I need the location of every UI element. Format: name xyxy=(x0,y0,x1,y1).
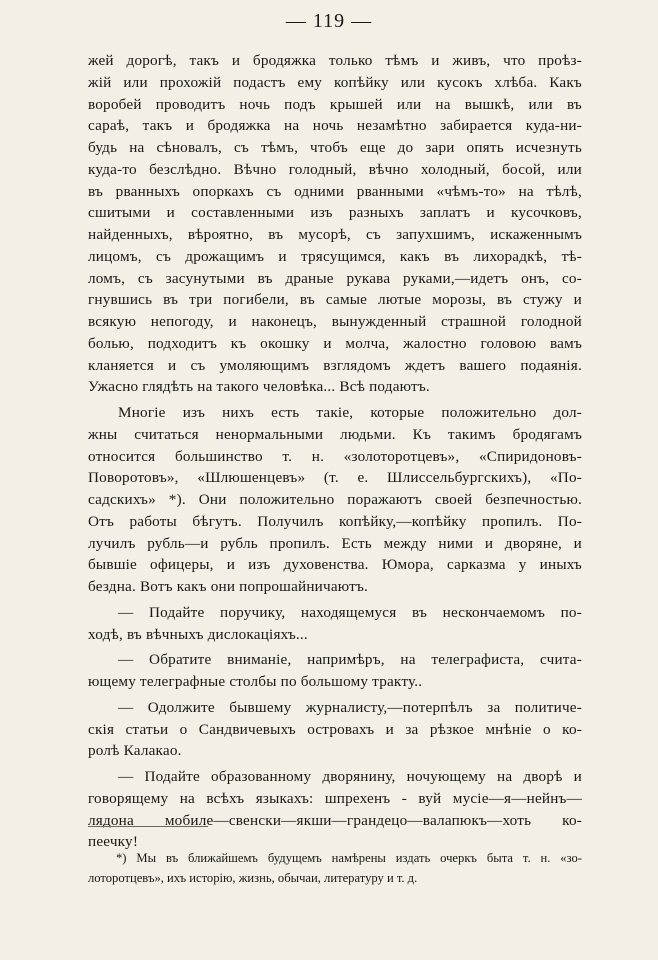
text-line: кланяется и съ умоляющимъ взглядомъ ждетъ вашего подаянія. xyxy=(88,356,582,374)
text-line: Поворотовъ», «Шлюшенцевъ» (т. е. Шлиссельбургскихъ), «По- xyxy=(88,469,582,487)
text-line: — Обратите вниманіе, напримѣръ, на телеграфиста, счита- xyxy=(118,651,582,669)
paragraph xyxy=(88,50,582,398)
text-line: бывшіе офицеры, и изъ духовенства. Юмора, сарказма у иныхъ xyxy=(88,556,582,574)
text-line: жей дорогѣ, такъ и бродяжка только тѣмъ и живъ, что проѣз- xyxy=(88,52,582,69)
text-line: садскихъ» *). Они положительно поражаютъ своей безпечностью. xyxy=(88,491,582,508)
text-line: въ рванныхъ опоркахъ съ одними рванными «чѣмъ-то» на тѣлѣ, xyxy=(88,182,582,200)
paragraph xyxy=(88,766,582,853)
text-line: найденныхъ, вѣроятно, въ мусорѣ, съ запухшимъ, искаженнымъ xyxy=(88,226,582,243)
text-line: сшитыми и составленными изъ разныхъ заплатъ и кусочковъ, xyxy=(88,204,582,222)
text-line: говорящему на всѣхъ языкахъ: шпрехенъ - вуй мусіе—я—нейнъ— xyxy=(88,789,582,807)
text-line: ходѣ, въ вѣчныхъ дислокаціяхъ... xyxy=(88,625,308,643)
footnote-divider xyxy=(88,826,208,827)
text-line: скія статьи о Сандвичевыхъ островахъ и за рѣзкое мнѣніе о ко- xyxy=(88,720,582,738)
footnote xyxy=(88,848,582,888)
body-text xyxy=(88,50,582,853)
text-line: — Подайте поручику, находящемуся въ нескончаемомъ по- xyxy=(118,603,582,621)
footnote-line: лоторотцевъ», ихъ исторію, жизнь, обычаи, литературу и т. д. xyxy=(88,871,418,885)
text-line: сараѣ, такъ и бродяжка на ночь незамѣтно забирается куда-ни- xyxy=(88,117,582,135)
text-line: лядона мобиле—свенски—якши—грандецо—валапюкъ—хоть ко- xyxy=(88,811,582,829)
text-line: всякую непогоду, и наконецъ, вынужденный страшной голодной xyxy=(88,313,582,330)
paragraph xyxy=(88,649,582,693)
text-line: ролѣ Калакао. xyxy=(88,742,182,760)
text-line: ломъ, съ засунутыми въ драные рукава руками,—идетъ онъ, со- xyxy=(88,269,582,287)
text-line: Многіе изъ нихъ есть такіе, которые положительно дол- xyxy=(118,404,582,421)
paragraph xyxy=(88,602,582,646)
paragraph xyxy=(88,697,582,762)
text-line: ющему телеграфные столбы по большому тракту.. xyxy=(88,673,423,690)
text-line: — Одолжите бывшему журналисту,—потерпѣлъ за политиче- xyxy=(118,698,582,716)
page-number: — 119 — xyxy=(285,10,373,32)
text-line: пеечку! xyxy=(88,833,139,851)
text-line: бездна. Вотъ какъ они попрошайничаютъ. xyxy=(88,578,369,595)
text-line: гнувшись въ три погибели, въ самые лютые морозы, въ стужу и xyxy=(88,291,582,309)
text-line: будь на сѣновалъ, съ тѣмъ, чтобъ еще до зари опять исчезнуть xyxy=(88,139,582,156)
text-line: жны считаться ненормальными людьми. Къ такимъ бродягамъ xyxy=(88,425,582,443)
footnote-line: *) Мы въ ближайшемъ будущемъ намѣрены издать очеркъ быта т. н. «зо- xyxy=(116,851,582,865)
paragraph xyxy=(88,402,582,598)
text-line: лицомъ, съ дрожащимъ и трясущимся, какъ въ лихорадкѣ, тѣ- xyxy=(88,247,582,265)
text-line: относится большинство т. н. «золоторотцевъ», «Спиридоновъ- xyxy=(88,447,582,465)
text-line: лучилъ рубль—и рубль пропилъ. Есть между ними и дворяне, и xyxy=(88,534,582,552)
text-line: Ужасно глядѣть на такого человѣка... Всѣ подаютъ. xyxy=(88,378,430,396)
text-line: жій или прохожій подастъ ему копѣйку или кусокъ хлѣба. Какъ xyxy=(88,73,582,91)
text-line: куда-то безслѣдно. Вѣчно голодный, вѣчно холодный, босой, или xyxy=(88,160,582,178)
text-line: воробей проводитъ ночь подъ крышей или на вышкѣ, или въ xyxy=(88,95,582,113)
text-line: болью, подходитъ къ окошку и молча, жалостно головою вамъ xyxy=(88,334,582,352)
text-line: — Подайте образованному дворянину, ночующему на дворѣ и xyxy=(118,768,582,785)
text-line: Отъ работы бѣгутъ. Получилъ копѣйку,—копѣйку пропилъ. По- xyxy=(88,512,582,530)
